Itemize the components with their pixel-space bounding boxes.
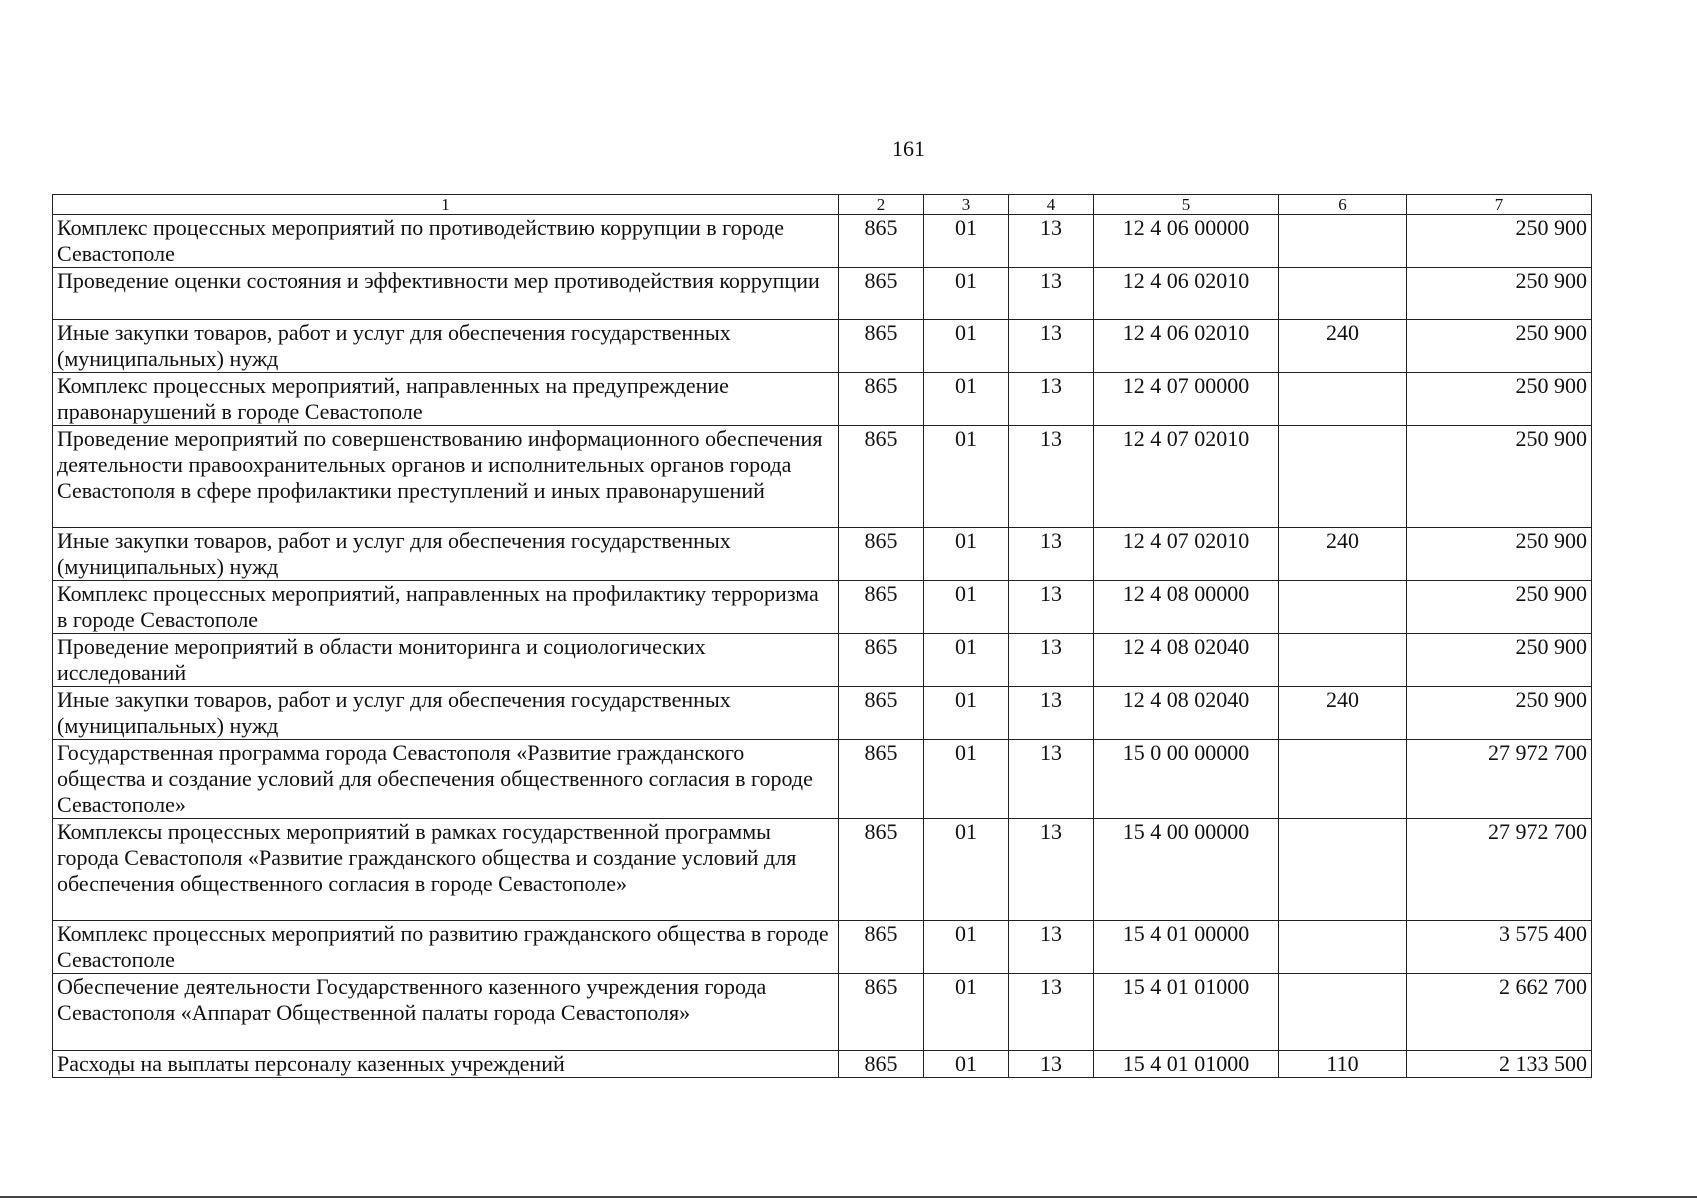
cell-col-4: 13 [1009,1051,1094,1078]
cell-col-2: 865 [839,974,924,1051]
cell-col-6 [1279,373,1407,426]
cell-col-7: 250 900 [1407,215,1592,268]
cell-col-4: 13 [1009,373,1094,426]
column-header-7: 7 [1407,195,1592,215]
cell-col-4: 13 [1009,819,1094,921]
cell-description: Иные закупки товаров, работ и услуг для обеспечения государственных (муниципальных) нужд [53,528,839,581]
cell-col-2: 865 [839,581,924,634]
page-number: 161 [892,136,925,161]
cell-col-5: 15 4 01 00000 [1094,921,1279,974]
cell-col-7: 27 972 700 [1407,740,1592,819]
cell-col-5: 12 4 07 02010 [1094,528,1279,581]
cell-description: Проведение оценки состояния и эффективности мер противодействия коррупции [53,268,839,320]
cell-description: Комплекс процессных мероприятий, направленных на профилактику терроризма в городе Севастополе [53,581,839,634]
cell-col-3: 01 [924,581,1009,634]
cell-description: Комплекс процессных мероприятий по развитию гражданского общества в городе Севастополе [53,921,839,974]
cell-col-7: 250 900 [1407,268,1592,320]
cell-col-6 [1279,740,1407,819]
cell-description: Иные закупки товаров, работ и услуг для обеспечения государственных (муниципальных) нужд [53,687,839,740]
cell-col-6: 240 [1279,320,1407,373]
cell-col-4: 13 [1009,921,1094,974]
cell-col-3: 01 [924,819,1009,921]
cell-col-4: 13 [1009,320,1094,373]
table-row [53,921,1592,974]
cell-col-5: 12 4 06 02010 [1094,320,1279,373]
cell-col-4: 13 [1009,634,1094,687]
cell-col-5: 15 4 01 01000 [1094,1051,1279,1078]
cell-col-4: 13 [1009,426,1094,528]
cell-col-7: 3 575 400 [1407,921,1592,974]
cell-col-5: 12 4 07 00000 [1094,373,1279,426]
cell-description: Комплекс процессных мероприятий по противодействию коррупции в городе Севастополе [53,215,839,268]
cell-col-7: 250 900 [1407,581,1592,634]
cell-col-3: 01 [924,740,1009,819]
cell-col-4: 13 [1009,528,1094,581]
column-header-4: 4 [1009,195,1094,215]
column-header-5: 5 [1094,195,1279,215]
cell-col-3: 01 [924,373,1009,426]
table-row [53,687,1592,740]
column-header-1: 1 [53,195,839,215]
cell-col-5: 12 4 06 00000 [1094,215,1279,268]
cell-col-3: 01 [924,921,1009,974]
cell-description: Проведение мероприятий в области мониторинга и социологических исследований [53,634,839,687]
cell-col-4: 13 [1009,974,1094,1051]
table-row [53,426,1592,528]
cell-col-3: 01 [924,528,1009,581]
cell-col-5: 15 0 00 00000 [1094,740,1279,819]
cell-description: Иные закупки товаров, работ и услуг для обеспечения государственных (муниципальных) нужд [53,320,839,373]
cell-col-6 [1279,634,1407,687]
cell-col-5: 12 4 06 02010 [1094,268,1279,320]
cell-col-4: 13 [1009,268,1094,320]
cell-col-7: 250 900 [1407,528,1592,581]
column-header-6: 6 [1279,195,1407,215]
cell-col-6 [1279,819,1407,921]
cell-col-6 [1279,426,1407,528]
cell-col-2: 865 [839,921,924,974]
cell-col-2: 865 [839,373,924,426]
cell-col-5: 15 4 00 00000 [1094,819,1279,921]
cell-col-2: 865 [839,528,924,581]
cell-col-6: 240 [1279,528,1407,581]
cell-col-3: 01 [924,634,1009,687]
table-row [53,740,1592,819]
cell-col-6 [1279,974,1407,1051]
table-row [53,1051,1592,1078]
cell-col-6 [1279,268,1407,320]
cell-col-7: 250 900 [1407,687,1592,740]
cell-col-2: 865 [839,740,924,819]
cell-col-2: 865 [839,268,924,320]
cell-col-5: 12 4 08 02040 [1094,687,1279,740]
cell-col-6 [1279,215,1407,268]
column-header-3: 3 [924,195,1009,215]
table-row [53,974,1592,1051]
cell-col-7: 27 972 700 [1407,819,1592,921]
cell-description: Расходы на выплаты персоналу казенных учреждений [53,1051,839,1078]
cell-col-2: 865 [839,320,924,373]
cell-col-2: 865 [839,215,924,268]
cell-col-7: 250 900 [1407,320,1592,373]
cell-col-6 [1279,921,1407,974]
cell-col-2: 865 [839,426,924,528]
cell-col-5: 12 4 08 02040 [1094,634,1279,687]
cell-col-2: 865 [839,1051,924,1078]
cell-col-6: 110 [1279,1051,1407,1078]
table-row [53,268,1592,320]
cell-col-2: 865 [839,819,924,921]
cell-col-5: 12 4 08 00000 [1094,581,1279,634]
cell-col-5: 15 4 01 01000 [1094,974,1279,1051]
budget-table [52,194,1592,1078]
cell-col-7: 250 900 [1407,634,1592,687]
cell-col-4: 13 [1009,687,1094,740]
cell-col-3: 01 [924,268,1009,320]
cell-col-3: 01 [924,426,1009,528]
table-row [53,634,1592,687]
cell-col-3: 01 [924,215,1009,268]
cell-col-3: 01 [924,320,1009,373]
cell-col-4: 13 [1009,581,1094,634]
cell-col-4: 13 [1009,215,1094,268]
table-row [53,819,1592,921]
cell-col-2: 865 [839,687,924,740]
cell-col-2: 865 [839,634,924,687]
cell-col-7: 250 900 [1407,373,1592,426]
cell-description: Комплекс процессных мероприятий, направленных на предупреждение правонарушений в городе Севастополе [53,373,839,426]
cell-description: Комплексы процессных мероприятий в рамках государственной программы города Севастополя «Развитие гражданского общества и создание условий для обеспечения общественного согласия в городе Севастополе» [53,819,839,921]
cell-description: Обеспечение деятельности Государственного казенного учреждения города Севастополя «Аппарат Общественной палаты города Севастополя» [53,974,839,1051]
table-row [53,320,1592,373]
column-header-2: 2 [839,195,924,215]
table-row [53,581,1592,634]
cell-col-7: 250 900 [1407,426,1592,528]
cell-description: Государственная программа города Севастополя «Развитие гражданского общества и создание условий для обеспечения общественного согласия в городе Севастополе» [53,740,839,819]
cell-col-7: 2 133 500 [1407,1051,1592,1078]
cell-col-3: 01 [924,1051,1009,1078]
table-row [53,373,1592,426]
bottom-edge-line [0,1196,1697,1198]
cell-col-6: 240 [1279,687,1407,740]
cell-col-7: 2 662 700 [1407,974,1592,1051]
table-header-row [53,195,1592,215]
cell-col-3: 01 [924,687,1009,740]
table-body [53,215,1592,1078]
cell-col-6 [1279,581,1407,634]
table-row [53,215,1592,268]
cell-col-5: 12 4 07 02010 [1094,426,1279,528]
table-row [53,528,1592,581]
cell-col-3: 01 [924,974,1009,1051]
cell-col-4: 13 [1009,740,1094,819]
cell-description: Проведение мероприятий по совершенствованию информационного обеспечения деятельности правоохранительных органов и исполнительных органов города Севастополя в сфере профилактики преступлений и иных правонарушений [53,426,839,528]
